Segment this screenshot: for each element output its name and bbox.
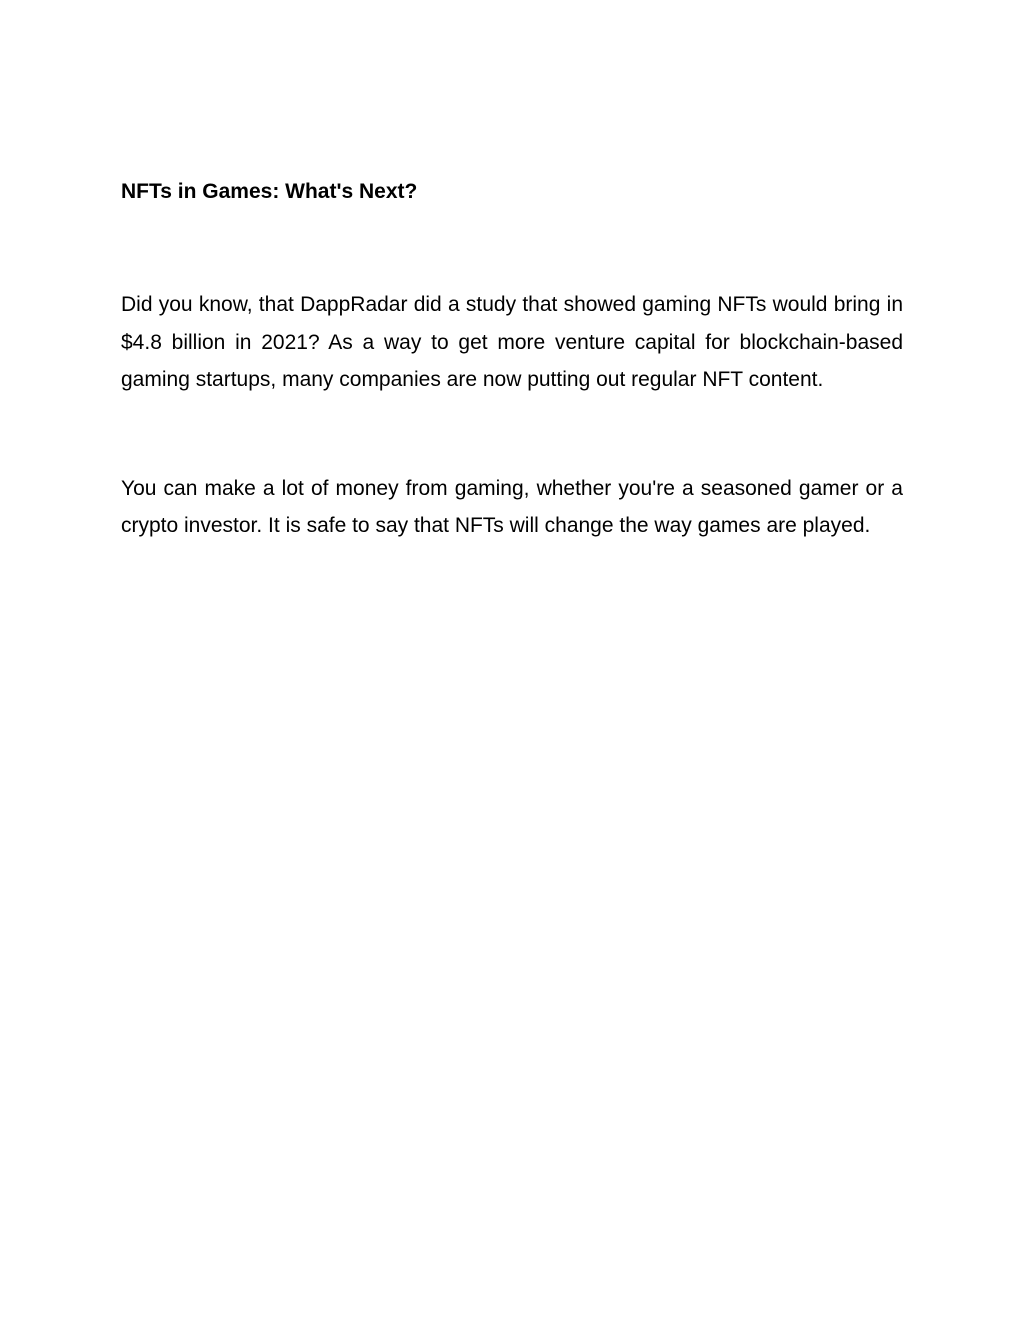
paragraph-gaming-money: You can make a lot of money from gaming, whether you're a seasoned gamer or a crypto investor. It is safe to say that NFTs will change the way games are played.	[121, 476, 903, 538]
paragraph-dappradar-study: Did you know, that DappRadar did a study that showed gaming NFTs would bring in $4.8 billion in 2021? As a way to get more venture capital for blockchain-based gaming startups, many companies are now putting out regular NFT content.	[121, 293, 903, 392]
document-title: NFTs in Games: What's Next?	[121, 180, 418, 203]
document-body	[121, 176, 903, 545]
